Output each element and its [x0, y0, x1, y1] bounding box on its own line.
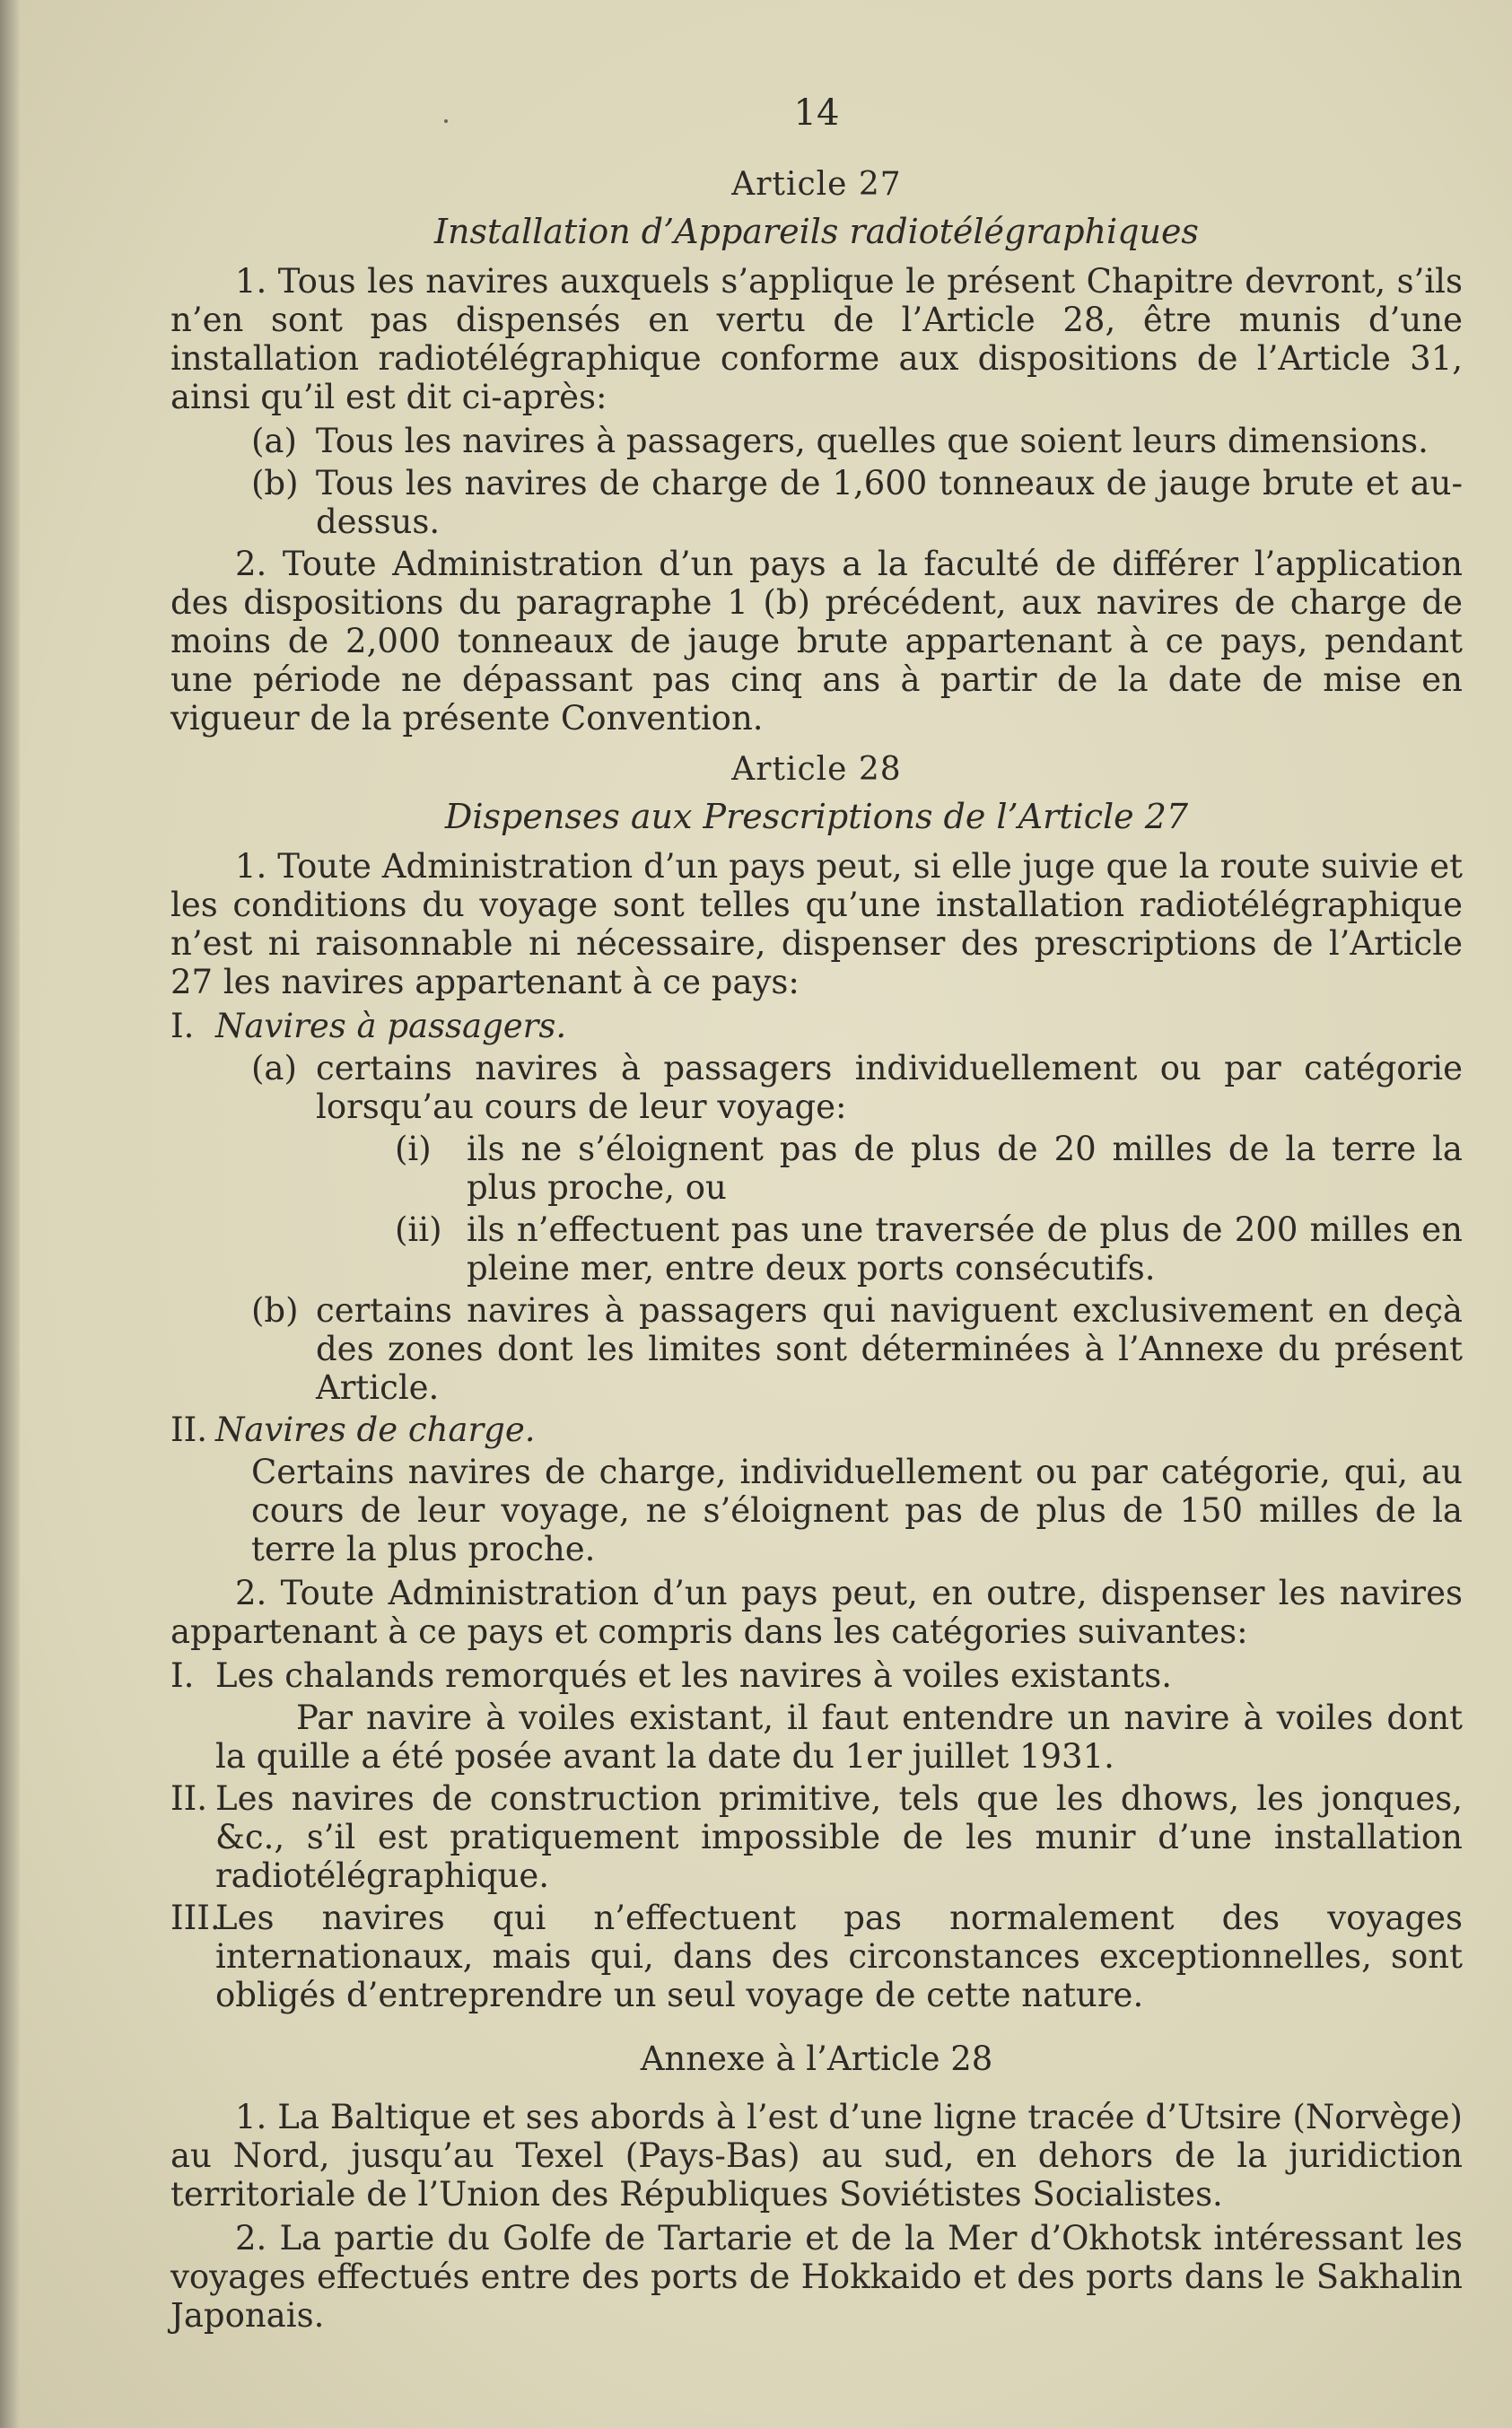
- article-27-paragraph-2: 2. Toute Administration d’un pays a la faculté de différer l’application des dispositions du paragraphe 1 (b) précédent, aux navires de charge de moins de 2,000 tonneaux de jauge brute appartenant à ce pays, pendant une période ne dépassant pas cinq ans à partir de la date de mise en vigueur de la présente Convention.: [170, 545, 1463, 738]
- page-gutter-shadow: [0, 0, 20, 2428]
- item-text: Les navires de construction primitive, tels que les dhows, les jonques, &c., s’il est pratiquement impossible de les munir d’une installation radiotélégraphique.: [215, 1779, 1463, 1895]
- article-28-category-I-note: Par navire à voiles existant, il faut entendre un navire à voiles dont la quille a été posée avant la date du 1er juillet 1931.: [215, 1699, 1463, 1776]
- item-label: (ii): [395, 1210, 442, 1249]
- section-heading: Navires à passagers.: [215, 1007, 567, 1045]
- item-label: (i): [395, 1130, 432, 1168]
- section-label: I.: [170, 1007, 195, 1045]
- article-28-subtitle: Dispenses aux Prescriptions de l’Article 27: [444, 797, 1189, 836]
- item-text: certains navires à passagers individuellement ou par catégorie lorsqu’au cours de leur voyage:: [316, 1049, 1463, 1126]
- article-28-section-II: [170, 1411, 1463, 1449]
- item-text: Les navires qui n’effectuent pas normalement des voyages internationaux, mais qui, dans des circonstances exceptionnelles, sont obligés d’entreprendre un seul voyage de cette nature.: [215, 1899, 1463, 2014]
- item-text: Les chalands remorqués et les navires à voiles existants.: [215, 1656, 1173, 1695]
- item-label: II.: [170, 1779, 207, 1818]
- article-28-section-I: [170, 1007, 1463, 1045]
- article-28-paragraph-1: 1. Toute Administration d’un pays peut, si elle juge que la route suivie et les conditions du voyage sont telles qu’une installation radiotélégraphique n’est ni raisonnable ni nécessaire, dispenser des prescriptions de l’Article 27 les navires appartenant à ce pays:: [170, 847, 1463, 1001]
- article-28-category-III: [170, 1899, 1463, 2014]
- item-text: Tous les navires à passagers, quelles que soient leurs dimensions.: [316, 422, 1429, 460]
- article-27-subtitle: Installation d’Appareils radiotélégraphiques: [434, 212, 1199, 251]
- article-27-paragraph-1: 1. Tous les navires auxquels s’applique le présent Chapitre devront, s’ils n’en sont pas dispensés en vertu de l’Article 28, être munis d’une installation radiotélégraphique conforme aux dispositions de l’Article 31, ainsi qu’il est dit ci-après:: [170, 262, 1463, 416]
- item-label: (a): [251, 1049, 297, 1087]
- item-label: (a): [251, 422, 297, 460]
- article-28-section-II-body: Certains navires de charge, individuellement ou par catégorie, qui, au cours de leur voyage, ne s’éloignent pas de plus de 150 milles de la terre la plus proche.: [251, 1453, 1463, 1568]
- item-text: Tous les navires de charge de 1,600 tonneaux de jauge brute et au-dessus.: [316, 464, 1463, 541]
- item-text: ils ne s’éloignent pas de plus de 20 milles de la terre la plus proche, ou: [467, 1130, 1463, 1207]
- article-27-item-b: [251, 464, 1463, 541]
- document-body: [170, 94, 1463, 2340]
- item-label: (b): [251, 1291, 299, 1330]
- item-label: III.: [170, 1899, 221, 1937]
- annex-paragraph-1: 1. La Baltique et ses abords à l’est d’une ligne tracée d’Utsire (Norvège) au Nord, jusqu’au Texel (Pays-Bas) au sud, en dehors de la juridiction territoriale de l’Union des Républiques Soviétistes Socialistes.: [170, 2098, 1463, 2214]
- item-label: I.: [170, 1656, 195, 1695]
- article-28-paragraph-2: 2. Toute Administration d’un pays peut, en outre, dispenser les navires appartenant à ce pays et compris dans les catégories suivantes:: [170, 1574, 1463, 1651]
- article-28-item-b: [251, 1291, 1463, 1407]
- item-text: ils n’effectuent pas une traversée de plus de 200 milles en pleine mer, entre deux ports consécutifs.: [467, 1210, 1463, 1288]
- article-27-title: Article 27: [731, 166, 902, 203]
- annex-paragraph-2: 2. La partie du Golfe de Tartarie et de la Mer d’Okhotsk intéressant les voyages effectués entre des ports de Hokkaido et des ports dans le Sakhalin Japonais.: [170, 2219, 1463, 2335]
- article-27-item-a: [251, 422, 1463, 460]
- page-number: 14: [793, 92, 840, 134]
- article-28-item-i: [395, 1130, 1463, 1207]
- section-heading: Navires de charge.: [215, 1411, 536, 1449]
- article-28-title: Article 28: [731, 751, 902, 788]
- section-label: II.: [170, 1411, 207, 1449]
- article-28-category-II: [170, 1779, 1463, 1895]
- annex-title: Annexe à l’Article 28: [640, 2039, 993, 2078]
- article-28-item-a: [251, 1049, 1463, 1126]
- article-28-item-ii: [395, 1210, 1463, 1288]
- article-28-category-I: [170, 1656, 1463, 1695]
- item-label: (b): [251, 464, 299, 502]
- item-text: certains navires à passagers qui naviguent exclusivement en deçà des zones dont les limites sont déterminées à l’Annexe du présent Article.: [316, 1291, 1463, 1407]
